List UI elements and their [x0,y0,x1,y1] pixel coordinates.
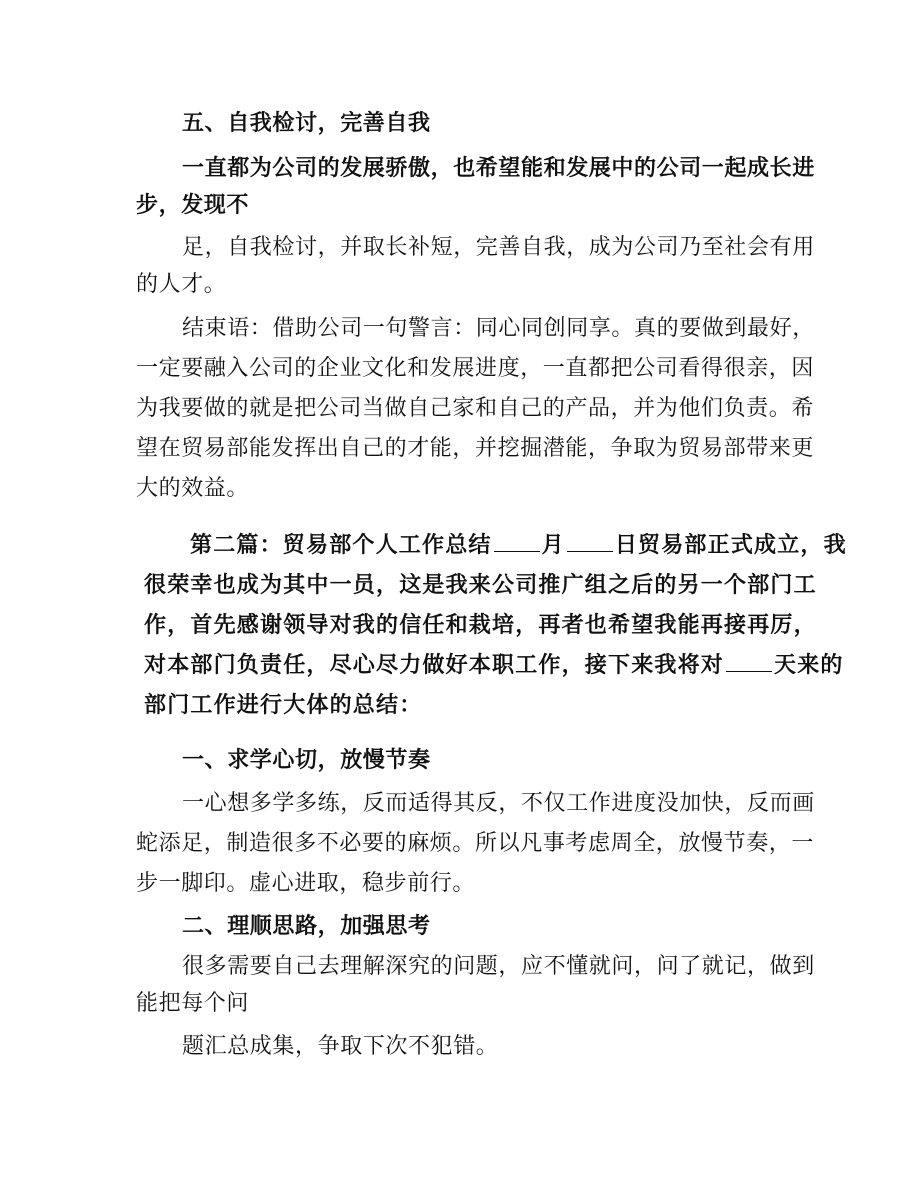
closing-line: 大的效益。 [136,476,250,501]
part2-title-rest: 日贸易部正式成立，我 [614,532,847,558]
section5-para-line: 步，发现不 [136,192,250,218]
section2-line: 题汇总成集，争取下次不犯错。 [182,1034,499,1059]
part2-line4-rest: 天来的 [774,652,844,678]
section5-para2-line: 的人才。 [136,272,227,297]
part2-line [144,650,844,680]
section2-line: 能把每个问 [136,991,250,1016]
part2-line: 作，首先感谢领导对我的信任和栽培，再者也希望我能再接再厉， [144,612,817,638]
part2-title-line [190,530,847,560]
closing-line: 为我要做的就是把公司当做自己家和自己的产品，并为他们负责。希 [136,396,815,421]
part2-month-label: 月 [541,532,565,558]
blank-month [494,531,540,552]
part2-line4-text: 对本部门负责任，尽心尽力做好本职工作，接下来我将对 [144,652,725,678]
section5-para2-line: 足，自我检讨，并取长补短，完善自我，成为公司乃至社会有用 [182,235,815,260]
section1-heading: 一、求学心切，放慢节奏 [182,747,431,773]
section5-para-line: 一直都为公司的发展骄傲，也希望能和发展中的公司一起成长进 [182,155,815,181]
part2-title-text: 第二篇：贸易部个人工作总结 [190,532,492,558]
part2-line: 部门工作进行大体的总结： [144,692,423,718]
blank-day [567,531,613,552]
section2-heading: 二、理顺思路，加强思考 [182,913,431,939]
blank-days [726,651,772,672]
section1-line: 步一脚印。虚心进取，稳步前行。 [136,871,476,896]
part2-line: 很荣幸也成为其中一员，这是我来公司推广组之后的另一个部门工 [144,572,817,598]
closing-line: 一定要融入公司的企业文化和发展进度，一直都把公司看得很亲，因 [136,356,815,381]
closing-line: 望在贸易部能发挥出自己的才能，并挖掘潜能，争取为贸易部带来更 [136,436,815,461]
section1-line: 蛇添足，制造很多不必要的麻烦。所以凡事考虑周全，放慢节奏，一 [136,831,815,856]
section1-line: 一心想多学多练，反而适得其反，不仅工作进度没加快，反而画 [182,791,815,816]
section2-line: 很多需要自己去理解深究的问题，应不懂就问，问了就记，做到 [182,954,815,979]
closing-line: 结束语：借助公司一句警言：同心同创同享。真的要做到最好， [182,316,815,341]
section5-heading: 五、自我检讨，完善自我 [182,110,431,136]
